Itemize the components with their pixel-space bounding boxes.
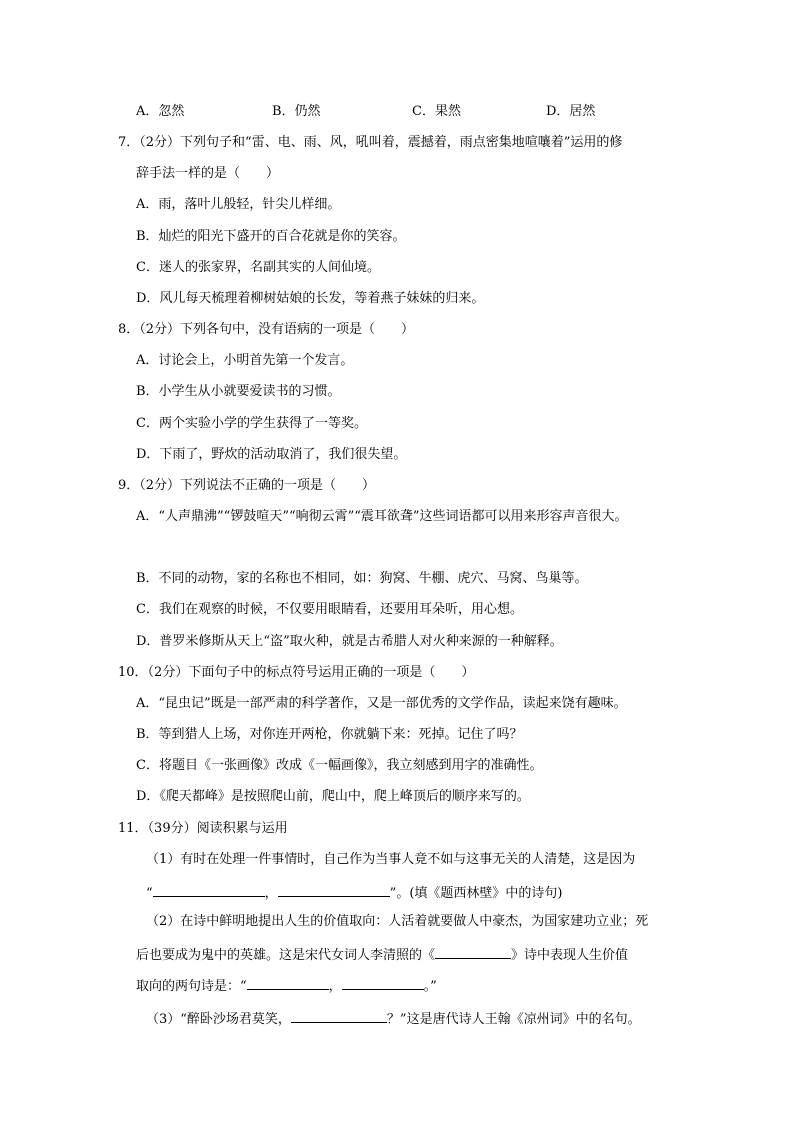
q9-option-c: C．我们在观察的时候，不仅要用眼睛看，还要用耳朵听，用心想。 — [136, 602, 523, 617]
q7-option-a: A．雨，落叶儿般轻，针尖儿样细。 — [136, 197, 341, 212]
comma: ， — [328, 979, 342, 994]
answer-blank-5[interactable] — [291, 1008, 387, 1023]
q9-option-a: A．“人声鼎沸”“锣鼓喧天”“响彻云霄”“震耳欲聋”这些词语都可以用来形容声音很大。 — [136, 509, 628, 524]
answer-blank-2[interactable] — [278, 882, 390, 897]
q11-stem: 11．（39分）阅读积累与运用 — [118, 821, 288, 836]
comma: ， — [264, 886, 278, 901]
q6-option-b: B．仍然 — [272, 104, 321, 119]
answer-blank-1[interactable] — [153, 882, 265, 897]
q8-option-c: C．两个实验小学的学生获得了一等奖。 — [136, 416, 367, 431]
q10-option-b: B．等到猎人上场，对你连开两枪，你就躺下来：死掉。记住了吗？ — [136, 727, 523, 742]
close-quote-note: ”。(填《题西林壁》中的诗句) — [389, 886, 563, 901]
q6-option-d: D．居然 — [546, 104, 596, 119]
q11-part1-line1: （1）有时在处理一件事情时，自己作为当事人竟不如与这事无关的人清楚，这是因为 — [146, 852, 636, 867]
answer-blank-poem-title[interactable] — [435, 944, 511, 959]
part2-text-a: 后也要成为鬼中的英雄。这是宋代女词人李清照的《 — [136, 948, 436, 963]
answer-blank-3[interactable] — [247, 975, 329, 990]
q7-option-b: B．灿烂的阳光下盛开的百合花就是你的笑容。 — [136, 229, 406, 244]
q10-option-c: C．将题目《一张画像》改成《一幅画像》，我立刻感到用字的准确性。 — [136, 758, 543, 773]
q8-option-b: B．小学生从小就要爱读书的习惯。 — [136, 384, 341, 399]
q6-option-c: C．果然 — [412, 104, 461, 119]
q11-part2-line3 — [136, 975, 437, 996]
q9-option-d: D．普罗米修斯从天上“盗”取火种，就是古希腊人对火种来源的一种解释。 — [136, 634, 563, 649]
q7-option-d: D．风儿每天梳理着柳树姑娘的长发，等着燕子妹妹的归来。 — [136, 291, 485, 306]
part2-text-c: 取向的两句诗是：“ — [136, 979, 247, 994]
q9-stem: 9．（2分）下列说法不正确的一项是（ ） — [118, 478, 376, 493]
part3-text-a: （3）“醉卧沙场君莫笑， — [146, 1012, 291, 1027]
q7-stem-line1: 7．（2分）下列句子和“雷、电、雨、风，吼叫着，震撼着，雨点密集地喧嚷着”运用的修 — [118, 135, 623, 150]
part2-text-b: 》诗中表现人生价值 — [511, 948, 629, 963]
close-quote: 。” — [423, 979, 437, 994]
q7-option-c: C．迷人的张家界，名副其实的人间仙境。 — [136, 260, 380, 275]
q11-part2-line1: （2）在诗中鲜明地提出人生的价值取向：人活着就要做人中豪杰，为国家建功立业；死 — [146, 914, 649, 929]
q10-stem: 10．（2分）下面句子中的标点符号运用正确的一项是（ ） — [118, 665, 475, 680]
q10-option-d: D．《爬天都峰》是按照爬山前，爬山中，爬上峰顶后的顺序来写的。 — [136, 789, 530, 804]
open-quote: “ — [146, 886, 153, 901]
q11-part1-line2 — [146, 882, 562, 903]
q11-part2-line2 — [136, 944, 628, 965]
part3-text-b: ？”这是唐代诗人王翰《凉州词》中的名句。 — [386, 1012, 641, 1027]
q9-option-b: B．不同的动物，家的名称也不相同，如：狗窝、牛棚、虎穴、马窝、鸟巢等。 — [136, 571, 588, 586]
q6-option-a: A．忽然 — [136, 104, 185, 119]
q8-stem: 8．（2分）下列各句中，没有语病的一项是（ ） — [118, 322, 415, 337]
q8-option-a: A．讨论会上，小明首先第一个发言。 — [136, 353, 354, 368]
q8-option-d: D．下雨了，野炊的活动取消了，我们很失望。 — [136, 447, 407, 462]
q11-part3-line1 — [146, 1008, 641, 1029]
q7-stem-line2: 辞手法一样的是（ ） — [136, 166, 280, 181]
answer-blank-4[interactable] — [342, 975, 424, 990]
q10-option-a: A．“昆虫记”既是一部严肃的科学著作，又是一部优秀的文学作品，读起来饶有趣味。 — [136, 696, 627, 711]
